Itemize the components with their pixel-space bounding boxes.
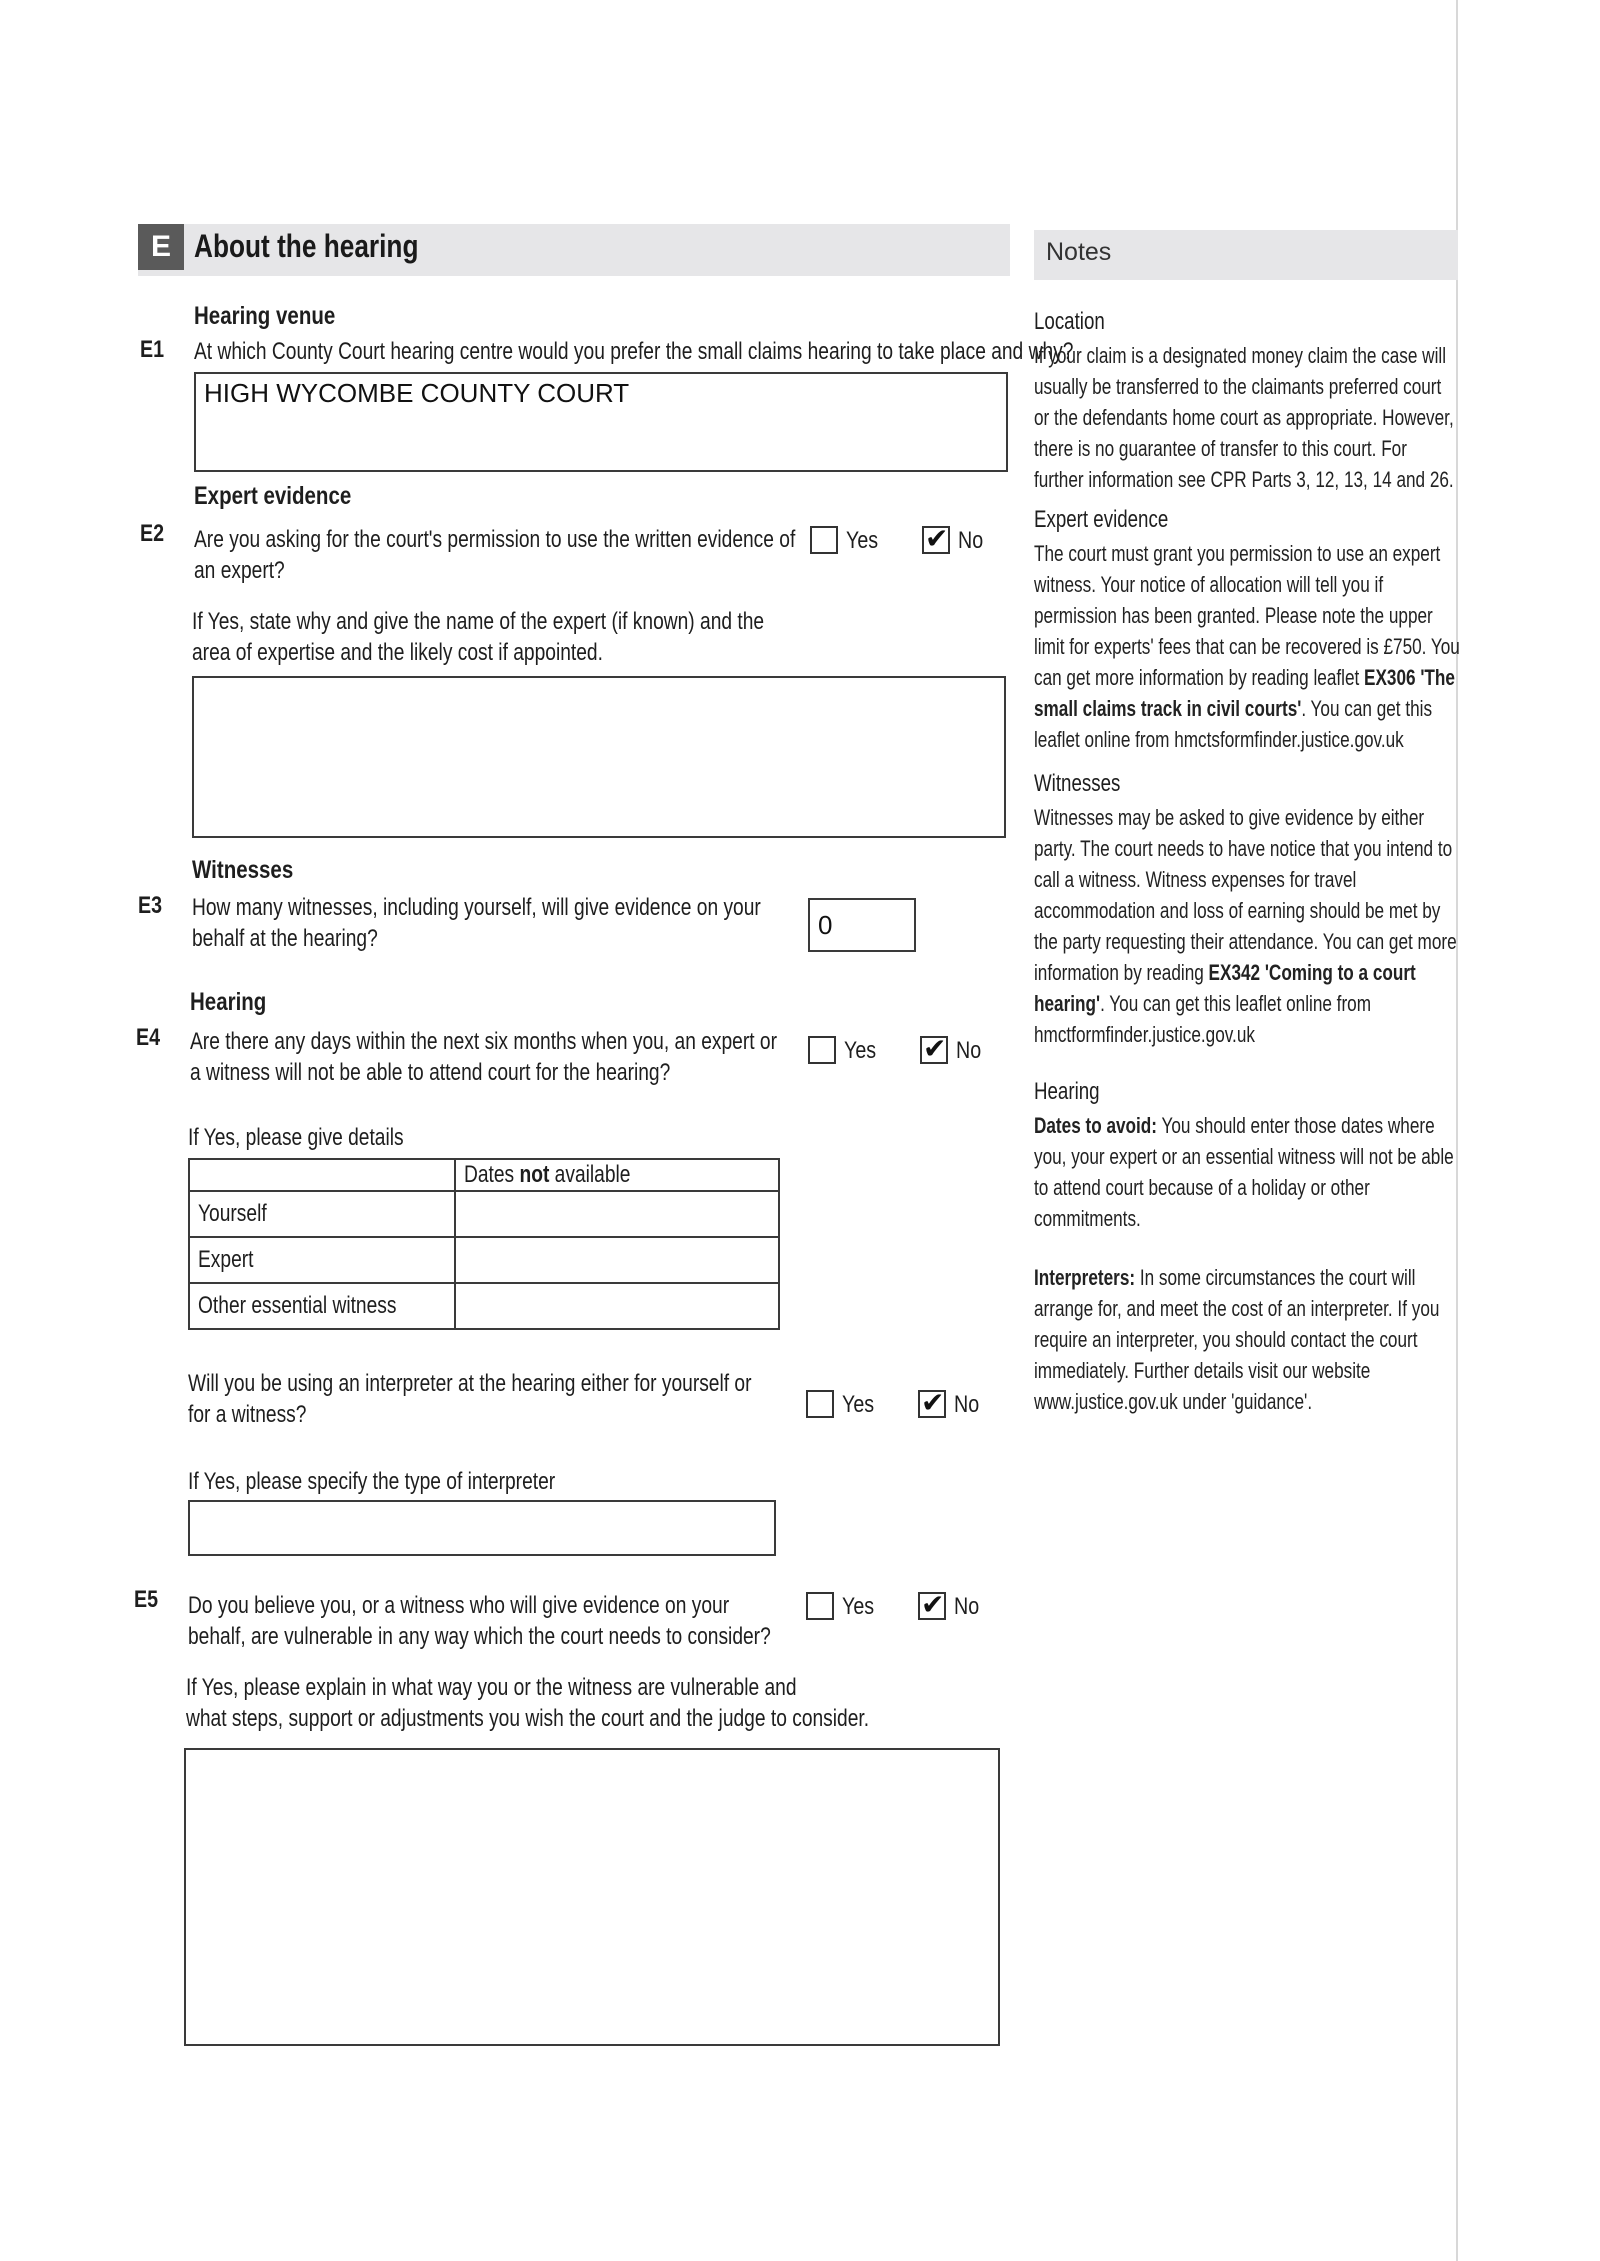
interpreter-question-line2: for a witness? — [188, 1401, 307, 1428]
table-row — [189, 1191, 779, 1237]
e2-no-label — [958, 527, 989, 555]
row-label-other-witness-text: Other essential witness — [198, 1292, 397, 1319]
e4-details-label — [188, 1122, 458, 1153]
e5-vulnerability-input[interactable] — [184, 1748, 1000, 2046]
e1-number — [140, 336, 169, 364]
notes-location — [1034, 308, 1460, 495]
e5-number — [134, 1586, 163, 1614]
table-row — [189, 1237, 779, 1283]
e5-yes-label-text: Yes — [842, 1593, 875, 1620]
e4-yes-checkbox[interactable] — [808, 1036, 836, 1064]
e2-question-line2: an expert? — [194, 557, 285, 584]
e4-yes-label-text: Yes — [844, 1037, 877, 1064]
row-label-expert — [189, 1237, 455, 1283]
notes-title: Notes — [1046, 238, 1112, 266]
notes-interpreters-text — [1034, 1262, 1460, 1417]
notes-expert — [1034, 506, 1460, 755]
checkmark-icon: ✔ — [921, 1589, 945, 1620]
notes-location-text: If your claim is a designated money claim the case will usually be transferred to the claimants preferred court or the defendants home court as appropriate. However, there is no guarantee of transfer to this court. For further information see CPR Parts 3, 12, 13, 14 and 26. — [1034, 343, 1454, 492]
e2-yes-label-text: Yes — [846, 527, 879, 554]
e2-heading — [194, 482, 386, 511]
table-header-row — [189, 1159, 779, 1191]
e4-heading — [190, 988, 283, 1017]
table-header-cell — [455, 1159, 779, 1191]
e5-question-line1: Do you believe you, or a witness who will give evidence on your — [188, 1592, 730, 1619]
e4-question-line1: Are there any days within the next six months when you, an expert or — [190, 1028, 777, 1055]
notes-expert-text-1: The court must grant you permission to use an expert witness. Your notice of allocation will tell you if permission has been granted. Please note the upper limit for experts' fees that can be recovered is £750. You can get more information by reading leaflet — [1034, 541, 1460, 690]
e2-followup-line2: area of expertise and the likely cost if appointed. — [192, 639, 603, 666]
e2-no-label-text: No — [958, 527, 984, 554]
table-row — [189, 1283, 779, 1329]
dates-cell-other-witness[interactable] — [455, 1283, 779, 1329]
notes-expert-leaflet: EX306 'The small claims track in civil courts' — [1034, 665, 1455, 721]
notes-hearing — [1034, 1078, 1460, 1417]
e1-question-text: At which County Court hearing centre would you prefer the small claims hearing to take place and why? — [194, 338, 1074, 365]
table-header-pre: Dates — [464, 1161, 520, 1188]
e3-heading — [192, 856, 315, 885]
dates-cell-expert[interactable] — [455, 1237, 779, 1283]
section-title-text: About the hearing — [194, 228, 419, 264]
notes-interpreters-body: In some circumstances the court will arrange for, and meet the cost of an interpreter. If you require an interpreter, you should contact the court immediately. Further details visit our website www.justice.gov.uk under 'guidance'. — [1034, 1265, 1440, 1414]
interpreter-yes-checkbox[interactable] — [806, 1390, 834, 1418]
notes-dates-text — [1034, 1110, 1460, 1234]
e1-heading-text: Hearing venue — [194, 302, 336, 330]
interpreter-type-input[interactable] — [188, 1500, 776, 1556]
notes-witnesses-text-1: Witnesses may be asked to give evidence by either party. The court needs to have notice that you intend to call a witness. Witness expenses for travel accommodation and loss of earning should be met by the party requesting their attendance. You can get more information by reading — [1034, 805, 1457, 985]
interpreter-yes-label-text: Yes — [842, 1391, 875, 1418]
e2-expert-details-input[interactable] — [192, 676, 1006, 838]
interpreter-no-label — [954, 1391, 985, 1419]
e3-question-line1: How many witnesses, including yourself, will give evidence on your — [192, 894, 761, 921]
e5-followup-line1: If Yes, please explain in what way you or the witness are vulnerable and — [186, 1674, 797, 1701]
e4-no-label — [956, 1037, 987, 1065]
e2-no-checkbox[interactable] — [922, 523, 950, 554]
e5-followup-line2: what steps, support or adjustments you wish the court and the judge to consider. — [186, 1705, 870, 1732]
e4-details-label-text: If Yes, please give details — [188, 1124, 404, 1151]
e1-number-text: E1 — [140, 336, 165, 363]
notes-dates-body: You should enter those dates where you, your expert or an essential witness will not be able to attend court because of a holiday or other commitments. — [1034, 1113, 1454, 1231]
notes-interpreters-bold: Interpreters: — [1034, 1265, 1136, 1290]
section-title — [194, 228, 468, 265]
e1-heading — [194, 302, 366, 331]
checkmark-icon: ✔ — [925, 523, 949, 554]
e4-heading-text: Hearing — [190, 988, 267, 1016]
notes-expert-heading: Expert evidence — [1034, 506, 1169, 533]
dates-cell-yourself[interactable] — [455, 1191, 779, 1237]
e2-followup-label — [192, 606, 907, 668]
e4-no-label-text: No — [956, 1037, 982, 1064]
e5-followup-label — [186, 1672, 1040, 1734]
notes-witnesses-heading: Witnesses — [1034, 770, 1121, 797]
table-header-empty-cell — [189, 1159, 455, 1191]
e3-witness-count-input[interactable] — [808, 898, 916, 952]
notes-witnesses-text-2: . You can get this leaflet online from hmctformfinder.justice.gov.uk — [1034, 991, 1371, 1047]
e3-question — [192, 892, 903, 954]
e4-yes-label — [844, 1037, 883, 1065]
e2-followup-line1: If Yes, state why and give the name of the expert (if known) and the — [192, 608, 765, 635]
e3-heading-text: Witnesses — [192, 856, 294, 884]
e3-question-line2: behalf at the hearing? — [192, 925, 378, 952]
e1-venue-value: HIGH WYCOMBE COUNTY COURT — [204, 378, 630, 408]
row-label-other-witness — [189, 1283, 455, 1329]
e2-number — [140, 520, 169, 548]
row-label-yourself — [189, 1191, 455, 1237]
e5-no-label-text: No — [954, 1593, 980, 1620]
e1-venue-input[interactable] — [194, 372, 1008, 472]
e3-number — [138, 892, 167, 920]
e2-question-line1: Are you asking for the court's permission to use the written evidence of — [194, 526, 796, 553]
e3-number-text: E3 — [138, 892, 163, 919]
row-label-expert-text: Expert — [198, 1246, 254, 1273]
e2-yes-checkbox[interactable] — [810, 526, 838, 554]
section-letter: E — [138, 224, 184, 270]
notes-dates-bold: Dates to avoid: — [1034, 1113, 1158, 1138]
e4-no-checkbox[interactable] — [920, 1033, 948, 1064]
interpreter-question-line1: Will you be using an interpreter at the hearing either for yourself or — [188, 1370, 752, 1397]
table-header-bold: not — [519, 1161, 550, 1188]
interpreter-type-label-text: If Yes, please specify the type of interpreter — [188, 1468, 556, 1495]
notes-expert-text-2: . You can get this leaflet online from hmctsformfinder.justice.gov.uk — [1034, 696, 1433, 752]
e2-number-text: E2 — [140, 520, 165, 547]
e5-yes-label — [842, 1593, 881, 1621]
notes-location-heading: Location — [1034, 308, 1105, 335]
e5-number-text: E5 — [134, 1586, 159, 1613]
interpreter-question — [188, 1368, 892, 1430]
checkmark-icon: ✔ — [921, 1387, 945, 1418]
e5-no-label — [954, 1593, 985, 1621]
e3-witness-count-value: 0 — [818, 910, 833, 940]
e5-no-checkbox[interactable] — [918, 1589, 946, 1620]
e5-question-line2: behalf, are vulnerable in any way which the court needs to consider? — [188, 1623, 771, 1650]
interpreter-no-label-text: No — [954, 1391, 980, 1418]
e2-yes-label — [846, 527, 885, 555]
row-label-yourself-text: Yourself — [198, 1200, 267, 1227]
notes-witnesses-text — [1034, 802, 1460, 1050]
e2-heading-text: Expert evidence — [194, 482, 352, 510]
e4-number-text: E4 — [136, 1024, 161, 1051]
table-header-post: available — [549, 1161, 631, 1188]
notes-expert-text — [1034, 538, 1460, 755]
interpreter-yes-label — [842, 1391, 881, 1419]
interpreter-no-checkbox[interactable] — [918, 1387, 946, 1418]
notes-witnesses-leaflet: EX342 'Coming to a court hearing' — [1034, 960, 1416, 1016]
notes-witnesses — [1034, 770, 1460, 1050]
notes-hearing-heading: Hearing — [1034, 1078, 1100, 1105]
checkmark-icon: ✔ — [923, 1033, 947, 1064]
e5-yes-checkbox[interactable] — [806, 1592, 834, 1620]
e4-number — [136, 1024, 165, 1052]
interpreter-type-label — [188, 1466, 647, 1497]
e4-question-line2: a witness will not be able to attend court for the hearing? — [190, 1059, 671, 1086]
dates-not-available-table — [188, 1158, 780, 1330]
